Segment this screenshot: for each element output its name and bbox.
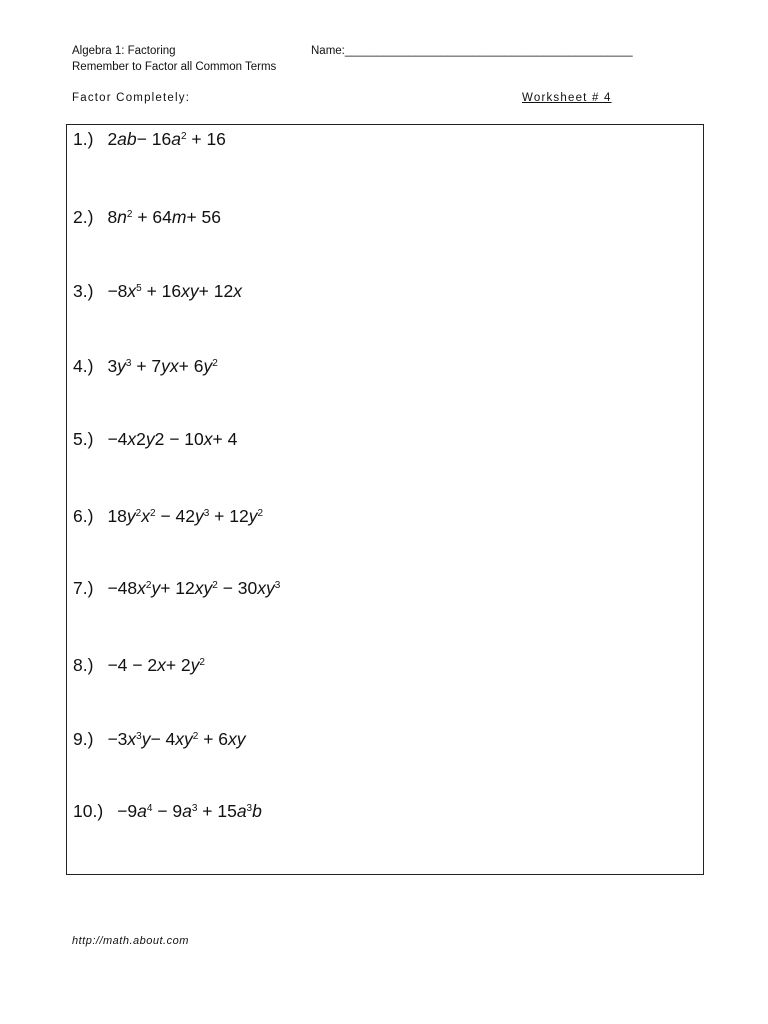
problem-item [73,209,221,227]
name-field-line: Name:_____________________________________________ [311,45,633,57]
problem-number: 10.) [73,801,104,821]
problem-expression: $8n^2 + 64m+ 56$ [107,207,222,227]
problem-item [73,131,226,149]
problem-number: 6.) [73,506,94,526]
problem-expression: $-48x^2y+ 12xy^2 - 30xy^3$ [107,578,281,598]
problem-expression: $-4 - 2x+ 2y^2$ [107,655,205,675]
problem-expression: $2ab- 16a^2 + 16$ [107,129,226,149]
worksheet-number: Worksheet # 4 [522,92,612,104]
problem-item [73,731,246,749]
problem-item [73,283,242,301]
instructions: Factor Completely: [72,92,191,104]
problem-item [73,657,205,675]
problem-item [73,803,262,821]
problem-item [73,580,280,598]
reminder-note: Remember to Factor all Common Terms [72,61,277,73]
problem-expression: $-8x^5 + 16xy+ 12x$ [107,281,242,301]
course-title: Algebra 1: Factoring [72,45,176,57]
problem-expression: $-3x^3y- 4xy^2 + 6xy$ [107,729,246,749]
problem-item [73,508,263,526]
footer-url: http://math.about.com [72,935,189,947]
problem-expression: −4x2y2 − 10x+ 4 [107,429,238,449]
problem-number: 7.) [73,578,94,598]
problem-number: 4.) [73,356,94,376]
problem-number: 8.) [73,655,94,675]
problem-number: 3.) [73,281,94,301]
problem-number: 1.) [73,129,94,149]
problem-number: 5.) [73,429,94,449]
problem-number: 9.) [73,729,94,749]
problem-expression: $3y^3 + 7yx+ 6y^2$ [107,356,218,376]
problem-box [66,124,704,875]
problem-item [73,431,237,449]
problem-expression: $18y^2x^2 - 42y^3 + 12y^2$ [107,506,263,526]
problem-item [73,358,218,376]
problem-number: 2.) [73,207,94,227]
problem-expression: $-9a^4 - 9a^3 + 15a^3b$ [117,801,262,821]
